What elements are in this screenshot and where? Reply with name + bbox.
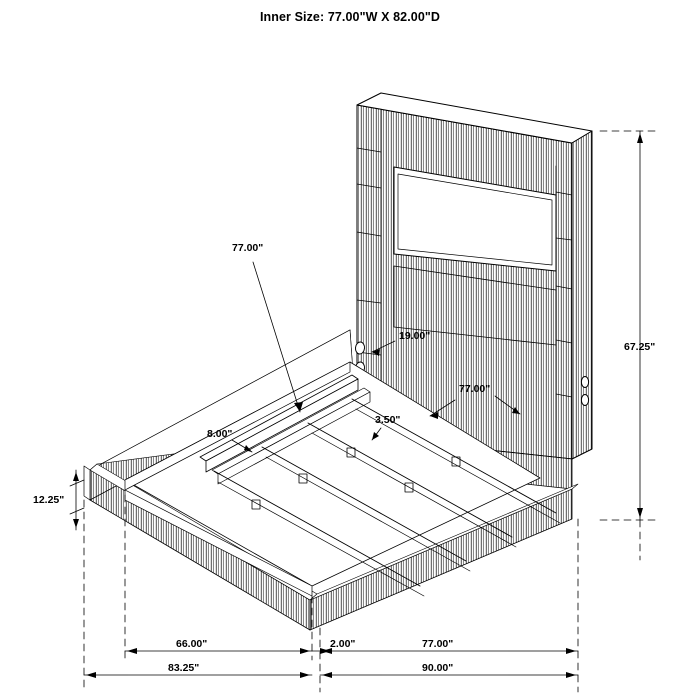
dim-label-overall-height: 67.25" — [624, 341, 656, 353]
dim-66 — [125, 648, 312, 654]
dim-label-inner-length: 66.00" — [176, 638, 208, 650]
dim-label-rail-thickness: 2.00" — [330, 638, 356, 650]
dim-label-headboard-width: 77.00" — [232, 242, 264, 254]
dim-label-outer-width: 90.00" — [422, 662, 454, 674]
dim-label-inner-width: 77.00" — [422, 638, 454, 650]
left-corner-post — [84, 466, 90, 500]
dim-label-rail-height: 8.00" — [207, 428, 233, 440]
dim-label-center-rail-width: 3.50" — [375, 414, 401, 426]
dim-12-25 — [70, 470, 84, 530]
page-title: Inner Size: 77.00"W X 82.00"D — [259, 10, 441, 24]
dim-label-outer-length: 83.25" — [168, 662, 200, 674]
dim-label-frame-height: 12.25" — [33, 494, 65, 506]
dim-label-slat-span: 77.00" — [459, 383, 491, 395]
dim-label-headboard-lower-height: 19.00" — [399, 330, 431, 342]
dim-67-25 — [600, 131, 660, 520]
